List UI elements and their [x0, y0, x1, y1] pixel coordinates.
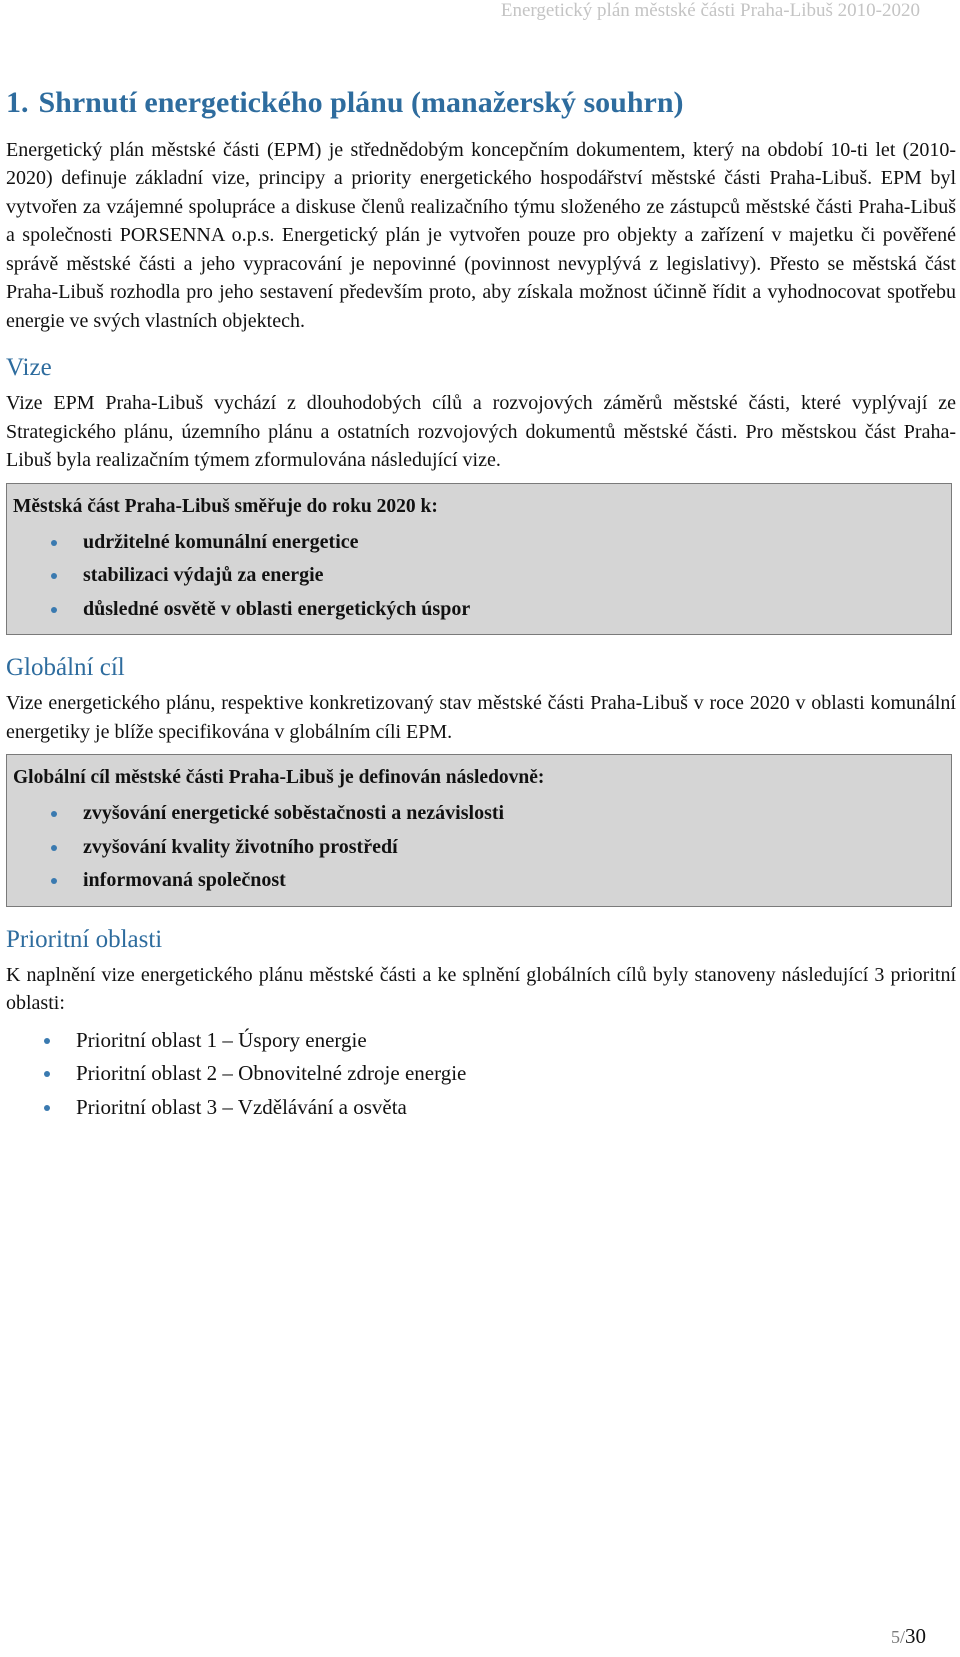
list-item [13, 559, 943, 593]
global-goal-box [6, 754, 952, 907]
page-content [6, 84, 956, 1124]
bullet-icon [44, 1105, 50, 1111]
list-item-text: důsledné osvětě v oblasti energetických úspor [83, 597, 471, 620]
priority-areas-heading: Prioritní oblasti [6, 925, 163, 953]
bullet-icon [51, 540, 57, 546]
chapter-title-text: Shrnutí energetického plánu (manažerský souhrn) [38, 86, 684, 119]
list-item-text: Prioritní oblast 2 – Obnovitelné zdroje energie [76, 1061, 467, 1085]
bullet-icon [51, 573, 57, 579]
bullet-icon [44, 1038, 50, 1044]
bullet-icon [51, 845, 57, 851]
chapter-title [6, 84, 956, 122]
global-goal-paragraph: Vize energetického plánu, respektive konkretizovaný stav městské části Praha-Libuš v roce 2020 v oblasti komunální energetiky je blíže specifikována v globálním cíli EPM. [6, 692, 956, 743]
bullet-icon [51, 607, 57, 613]
list-item [6, 1024, 956, 1058]
priority-areas-paragraph: K naplnění vize energetického plánu městské části a ke splnění globálních cílů byly stanoveny následující 3 prioritní oblasti: [6, 963, 956, 1014]
list-item-text: zvyšování kvality životního prostředí [83, 835, 398, 858]
list-item-text: zvyšování energetické soběstačnosti a nezávislosti [83, 802, 505, 824]
bullet-icon [51, 811, 57, 817]
list-item [13, 797, 943, 831]
global-goal-box-title: Globální cíl městské části Praha-Libuš je definován následovně: [13, 767, 545, 788]
page-number-current: 5/ [890, 1627, 905, 1647]
list-item [13, 593, 943, 627]
priority-areas-list [6, 1024, 956, 1125]
list-item-text: Prioritní oblast 3 – Vzdělávání a osvěta [76, 1094, 407, 1119]
global-goal-heading: Globální cíl [6, 654, 125, 681]
list-item [13, 864, 943, 898]
list-item [6, 1091, 956, 1125]
list-item [13, 526, 943, 560]
vision-list [13, 526, 943, 627]
list-item [6, 1057, 956, 1091]
intro-paragraph: Energetický plán městské části (EPM) je střednědobým koncepčním dokumentem, který na období 10-ti let (2010-2020) definuje základní vize, principy a priority energetického hospodářství městské části Praha-Libuš. EPM byl vytvořen za vzájemné spolupráce a diskuse členů realizačního týmu složeného ze zástupců městské části Praha-Libuš a společnosti PORSENNA o.p.s. Energetický plán je vytvořen pouze pro objekty a zařízení v majetku či pověřené správě městské části a jeho vypracování je nepovinné (povinnost nevyplývá z legislativy). Přesto se městská část Praha-Libuš rozhodla pro jeho sestavení především proto, aby získala možnost účinně řídit a vyhodnocovat spotřebu energie ve svých vlastních objektech. [6, 138, 956, 332]
vision-paragraph: Vize EPM Praha-Libuš vychází z dlouhodobých cílů a rozvojových záměrů městské části, které vyplývají ze Strategického plánu, územního plánu a ostatních rozvojových dokumentů městské části. Pro městskou část Praha-Libuš byla realizačním týmem zformulována následující vize. [6, 392, 956, 471]
list-item [13, 831, 943, 865]
bullet-icon [51, 878, 57, 884]
list-item-text: Prioritní oblast 1 – Úspory energie [76, 1027, 367, 1052]
global-goal-list [13, 797, 943, 898]
list-item-text: informovaná společnost [83, 869, 286, 891]
page-number-total: 30 [905, 1624, 926, 1648]
vision-heading: Vize [6, 354, 52, 381]
list-item-text: udržitelné komunální energetice [83, 530, 359, 553]
chapter-number: 1. [6, 86, 29, 119]
list-item-text: stabilizaci výdajů za energie [83, 564, 324, 586]
vision-box-title: Městská část Praha-Libuš směřuje do roku 2020 k: [13, 495, 438, 517]
running-header: Energetický plán městské části Praha-Libuš 2010-2020 [500, 0, 920, 21]
vision-box [6, 483, 952, 636]
page-number [891, 1624, 926, 1649]
bullet-icon [44, 1071, 50, 1077]
